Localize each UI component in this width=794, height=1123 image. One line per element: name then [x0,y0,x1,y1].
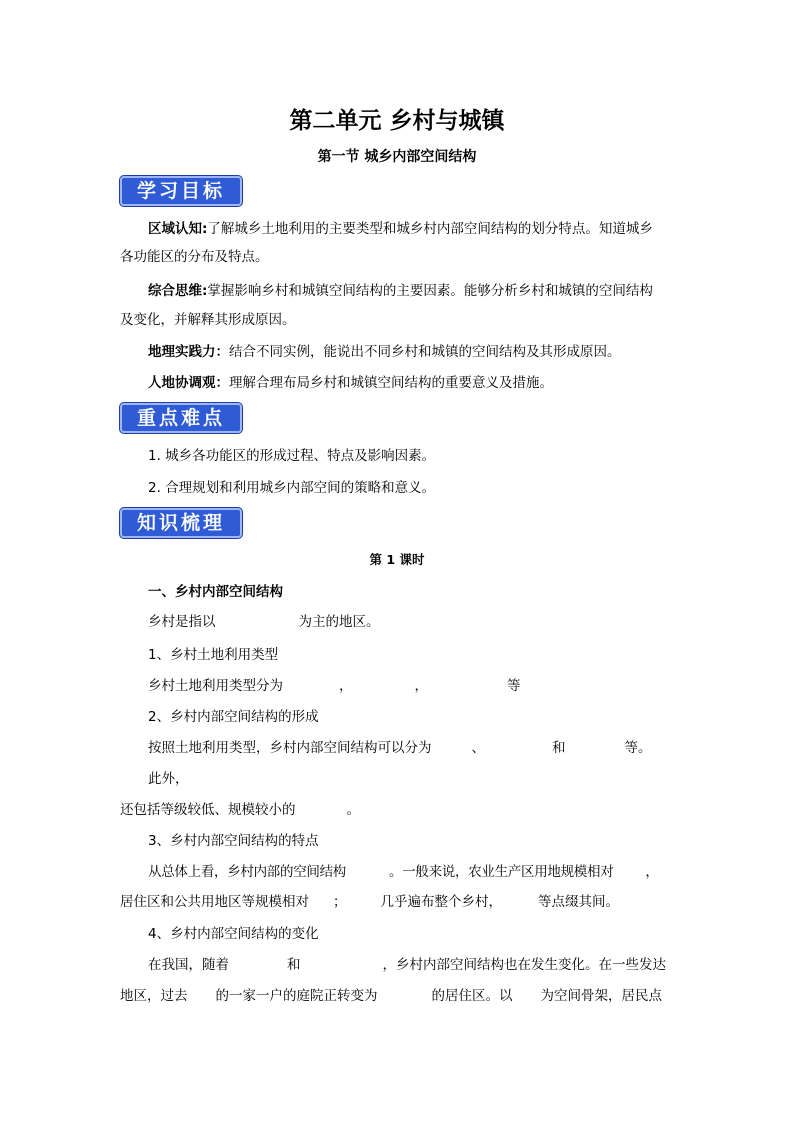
section1-heading: 一、乡村内部空间结构 [148,584,283,600]
formation-line3: 还包括等级较低、规模较小的 。 [120,802,360,818]
goal-thinking-line2: 及变化，并解释其形成原因。 [120,312,296,328]
formation-line2: 此外， [148,771,189,787]
goal-harmony: 人地协调观：理解合理布局乡村和城镇空间结构的重要意义及措施。 [148,375,553,391]
village-definition: 乡村是指以 为主的地区。 [148,614,380,630]
heading-features: 3、乡村内部空间结构的特点 [148,833,319,849]
changes-line2: 地区，过去 的一家一户的庭院正转变为 的居住区。以 为空间骨架，居民点 [120,988,662,1004]
goal-area-line1: 区域认知:了解城乡土地利用的主要类型和城乡村内部空间结构的划分特点。知道城乡 [148,221,653,237]
key-point-2: 2. 合理规划和利用城乡内部空间的策略和意义。 [148,480,436,496]
lesson-label: 第 1 课时 [369,552,425,567]
section-subtitle: 第一节 城乡内部空间结构 [317,149,477,165]
heading-changes: 4、乡村内部空间结构的变化 [148,926,319,942]
features-line2: 居住区和公共用地区等规模相对 ； 几乎遍布整个乡村， 等点缀其间。 [120,894,619,910]
goal-practice: 地理实践力：结合不同实例，能说出不同乡村和城镇的空间结构及其形成原因。 [148,344,621,360]
land-use-types: 乡村土地利用类型分为 ， ， 等 [148,678,521,694]
formation-line1: 按照土地利用类型，乡村内部空间结构可以分为 、 和 等。 [148,740,652,756]
goal-area-line2: 各功能区的分布及特点。 [120,249,269,265]
page-title: 第二单元 乡村与城镇 [289,107,505,134]
heading-formation: 2、乡村内部空间结构的形成 [148,709,319,725]
features-line1: 从总体上看，乡村内部的空间结构 。一般来说，农业生产区用地规模相对 ， [148,864,659,880]
key-point-1: 1. 城乡各功能区的形成过程、特点及影响因素。 [148,448,436,464]
goal-thinking-line1: 综合思维:掌握影响乡村和城镇空间结构的主要因素。能够分析乡村和城镇的空间结构 [148,283,653,299]
changes-line1: 在我国，随着 和 ，乡村内部空间结构也在发生变化。在一些发达 [148,957,666,973]
banner-learning-goals: 学习目标 [120,176,242,206]
banner-knowledge: 知识梳理 [120,508,242,538]
banner-key-points: 重点难点 [120,403,242,433]
heading-land-use: 1、乡村土地利用类型 [148,647,279,663]
